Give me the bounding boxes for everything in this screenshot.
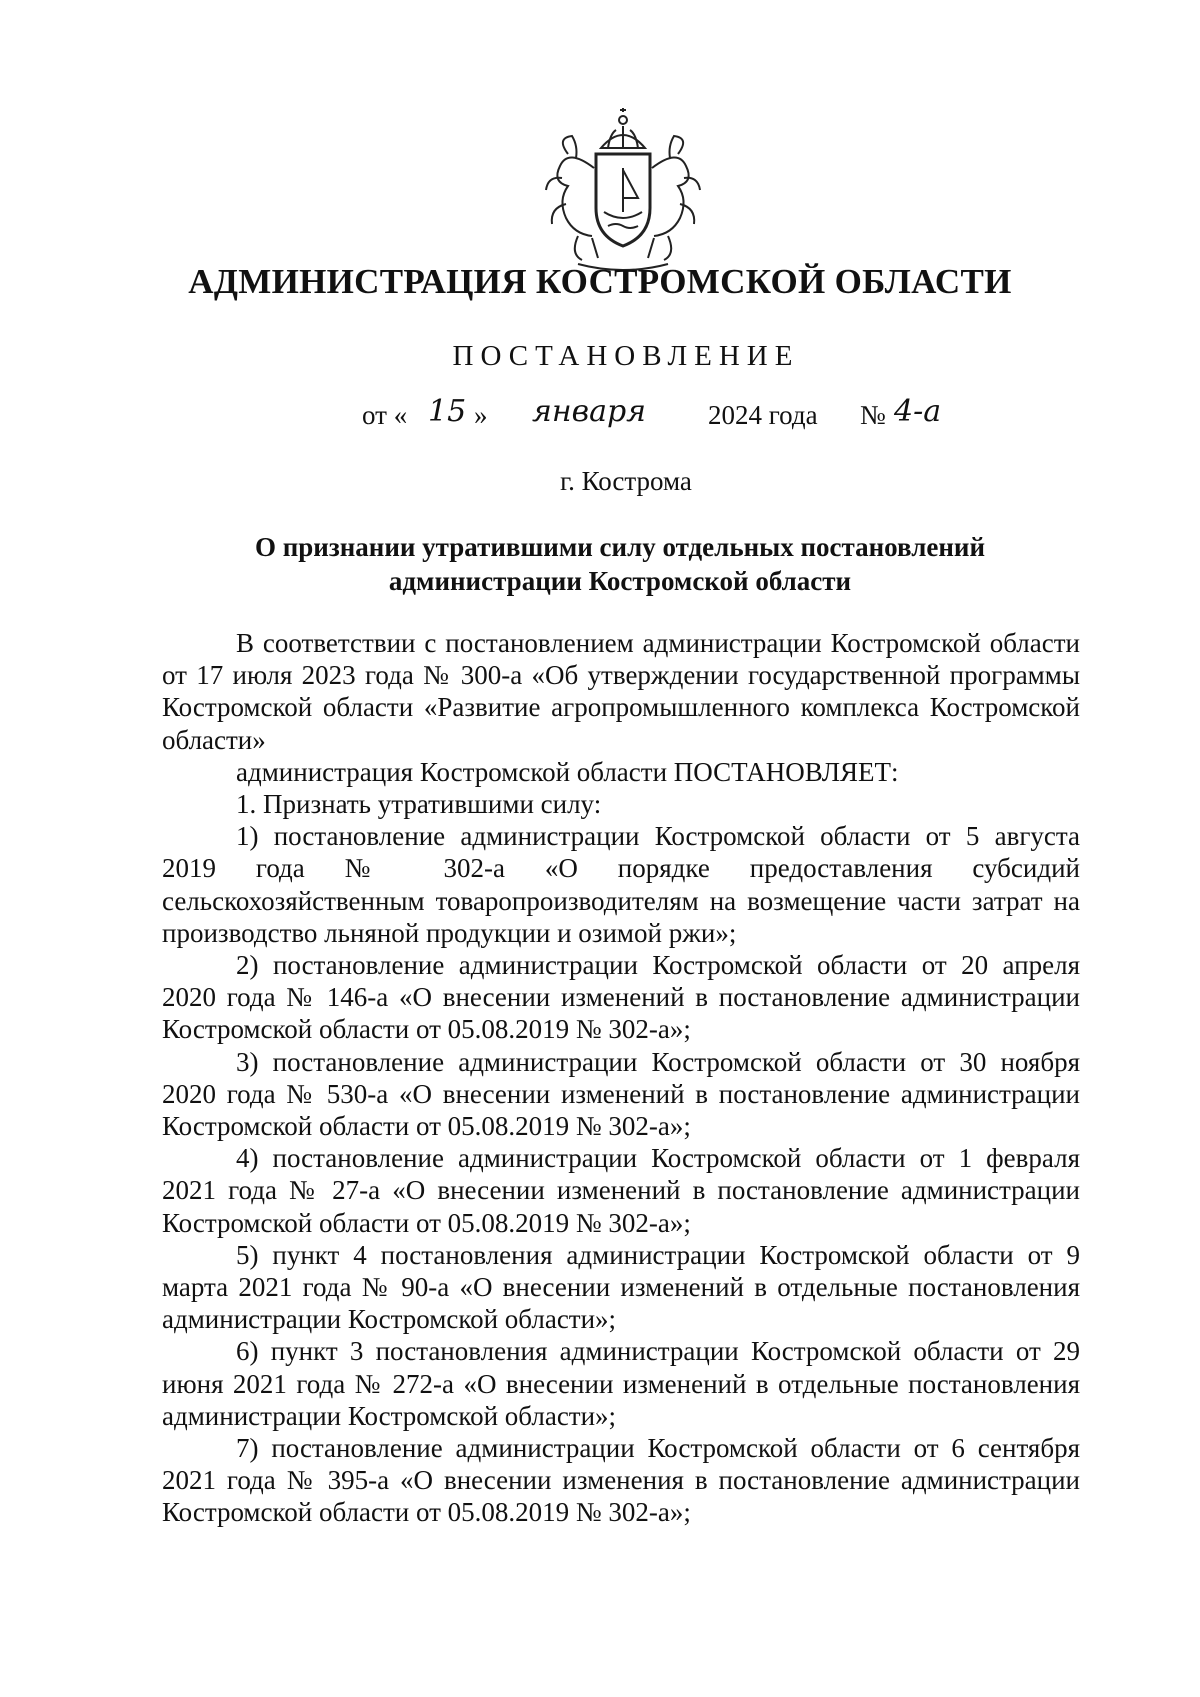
coat-of-arms-icon: [538, 108, 708, 276]
body-paragraph: 2) постановление администрации Костромской области от 20 апреля 2020 года № 146-а «О внесении изменений в постановление администрации Костромской области от 05.08.2019 № 302-а»;: [162, 950, 1080, 1045]
document-type: ПОСТАНОВЛЕНИЕ: [452, 340, 800, 372]
body-paragraph: 3) постановление администрации Костромской области от 30 ноября 2020 года № 530-а «О внесении изменений в постановление администрации Костромской области от 05.08.2019 № 302-а»;: [162, 1046, 1080, 1142]
body-paragraph: 1. Признать утратившими силу:: [236, 789, 602, 820]
document-heading-line-2: администрации Костромской области: [388, 566, 852, 596]
document-number-handwritten: 4-а: [894, 394, 942, 429]
number-sign: №: [860, 400, 886, 430]
document-heading-line-1: О признании утратившими силу отдельных постановлений: [254, 532, 986, 562]
date-close-quote: »: [474, 400, 488, 430]
date-month-handwritten: января: [532, 394, 647, 429]
body-paragraph: администрация Костромской области ПОСТАНОВЛЯЕТ:: [236, 756, 899, 787]
organization-title: АДМИНИСТРАЦИЯ КОСТРОМСКОЙ ОБЛАСТИ: [188, 262, 1012, 301]
document-body: [162, 627, 1080, 1529]
body-paragraph: 1) постановление администрации Костромской области от 5 августа 2019 года № 302-а «О порядке предоставления субсидий сельскохозяйственным товаропроизводителям на возмещение части затрат на производство льняной продукции и озимой ржи»;: [162, 821, 1080, 948]
body-paragraph: 5) пункт 4 постановления администрации Костромской области от 9 марта 2021 года № 90-а «О внесении изменений в отдельные постановления администрации Костромской области»;: [162, 1239, 1080, 1335]
city: г. Кострома: [560, 466, 692, 496]
date-day-handwritten: 15: [428, 394, 467, 429]
body-paragraph: В соответствии с постановлением администрации Костромской области от 17 июля 2023 года № 300-а «Об утверждении государственной программы Костромской области «Развитие агропромышленного комплекса Костромской области»: [162, 628, 1080, 755]
date-prefix: от «: [362, 400, 408, 430]
body-paragraph: 6) пункт 3 постановления администрации Костромской области от 29 июня 2021 года № 272-а «О внесении изменений в отдельные постановления администрации Костромской области»;: [162, 1336, 1080, 1431]
date-year: 2024 года: [708, 400, 818, 430]
body-paragraph: 7) постановление администрации Костромской области от 6 сентября 2021 года № 395-а «О внесении изменения в постановление администрации Костромской области от 05.08.2019 № 302-а»;: [162, 1433, 1080, 1528]
body-paragraph: 4) постановление администрации Костромской области от 1 февраля 2021 года № 27-а «О внесении изменений в постановление администрации Костромской области от 05.08.2019 № 302-а»;: [162, 1143, 1080, 1238]
document-heading: [160, 530, 1080, 598]
